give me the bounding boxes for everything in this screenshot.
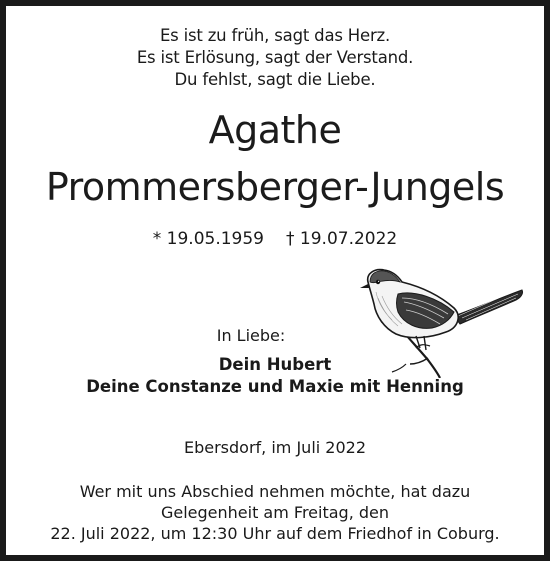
life-dates	[6, 228, 544, 250]
notice-line-2: Gelegenheit am Freitag, den	[160, 503, 390, 522]
poem-line-3: Du fehlst, sagt die Liebe.	[174, 70, 376, 89]
death-date: † 19.07.2022	[286, 229, 398, 249]
notice-line-1: Wer mit uns Abschied nehmen möchte, hat dazu	[79, 482, 471, 501]
mourner-line-1: Dein Hubert	[218, 355, 332, 374]
deceased-first-name: Agathe	[208, 108, 342, 152]
poem-line-2: Es ist Erlösung, sagt der Verstand.	[136, 48, 414, 67]
notice-line-3: 22. Juli 2022, um 12:30 Uhr auf dem Friedhof in Coburg.	[50, 524, 500, 543]
mourners-intro: In Liebe:	[216, 326, 286, 345]
birth-date: * 19.05.1959	[152, 229, 264, 249]
deceased-last-name: Prommersberger-Jungels	[45, 165, 505, 209]
poem-line-1: Es ist zu früh, sagt das Herz.	[159, 26, 391, 45]
mourner-line-2: Deine Constanze und Maxie mit Henning	[86, 377, 464, 396]
place-and-date: Ebersdorf, im Juli 2022	[183, 438, 367, 457]
